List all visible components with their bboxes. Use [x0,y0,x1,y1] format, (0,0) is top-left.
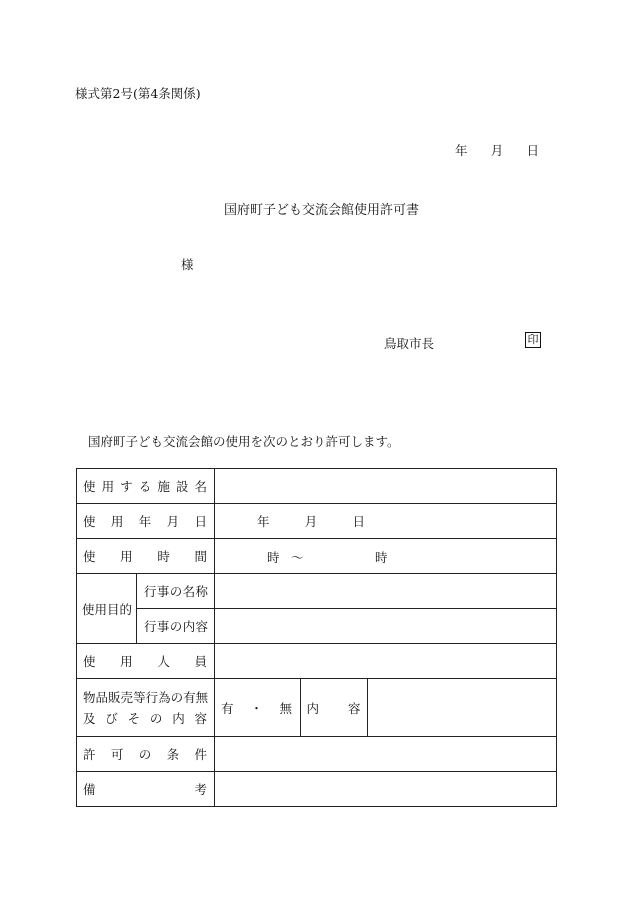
time-end-label: 時 [375,550,388,565]
field-date-day: 日 [352,514,365,529]
label-facility-name: 使 用 す る 施 設 名 [77,469,215,504]
row-conditions [77,737,557,772]
option-no[interactable]: 無 [279,700,292,716]
field-conditions[interactable] [215,737,557,772]
field-usage-date[interactable] [215,504,557,539]
field-event-name[interactable] [215,574,557,609]
field-sales-content[interactable] [367,679,556,736]
document-title: 国府町子ども交流会館使用許可書 [224,203,420,218]
label-conditions: 許 可 の 条 件 [77,737,215,772]
option-separator: ・ [250,700,263,716]
form-number: 様式第2号(第4条関係) [75,86,201,101]
addressee-suffix: 様 [181,257,194,272]
row-users [77,644,557,679]
row-remarks [77,772,557,807]
field-event-content[interactable] [215,609,557,644]
label-usage-date: 使 用 年 月 日 [77,504,215,539]
date-year-label: 年 [455,143,468,158]
row-event-name [77,574,557,609]
label-sales: 物 品 販 売 等 行 為 の 有 無 及 び そ の 内 容 [77,679,215,737]
field-usage-time[interactable] [215,539,557,574]
label-usage-time: 使 用 時 間 [77,539,215,574]
row-facility-name [77,469,557,504]
label-users: 使 用 人 員 [77,644,215,679]
field-facility-name[interactable] [215,469,557,504]
intro-text: 国府町子ども交流会館の使用を次のとおり許可します。 [88,434,400,449]
field-remarks[interactable] [215,772,557,807]
date-day-label: 日 [526,143,539,158]
label-event-content: 行 事 の 内 容 [137,609,215,644]
row-event-content [77,609,557,644]
date-month-label: 月 [490,143,504,158]
field-date-month: 月 [304,514,318,529]
label-event-name: 行 事 の 名 称 [137,574,215,609]
field-sales [215,679,557,737]
field-date-year: 年 [257,514,270,529]
permit-table [76,468,557,807]
label-content: 内 容 [300,679,367,736]
issuer-name: 鳥取市長 [384,336,435,351]
time-start-label: 時 [267,550,280,565]
row-usage-date [77,504,557,539]
field-yes-no[interactable] [215,679,300,736]
row-usage-time [77,539,557,574]
label-purpose: 使用目的 [77,574,137,644]
row-sales [77,679,557,737]
time-tilde: 〜 [291,550,304,565]
issue-date [455,141,539,159]
label-remarks: 備 考 [77,772,215,807]
option-yes[interactable]: 有 [221,700,234,716]
seal-mark: 印 [525,332,541,348]
field-users[interactable] [215,644,557,679]
